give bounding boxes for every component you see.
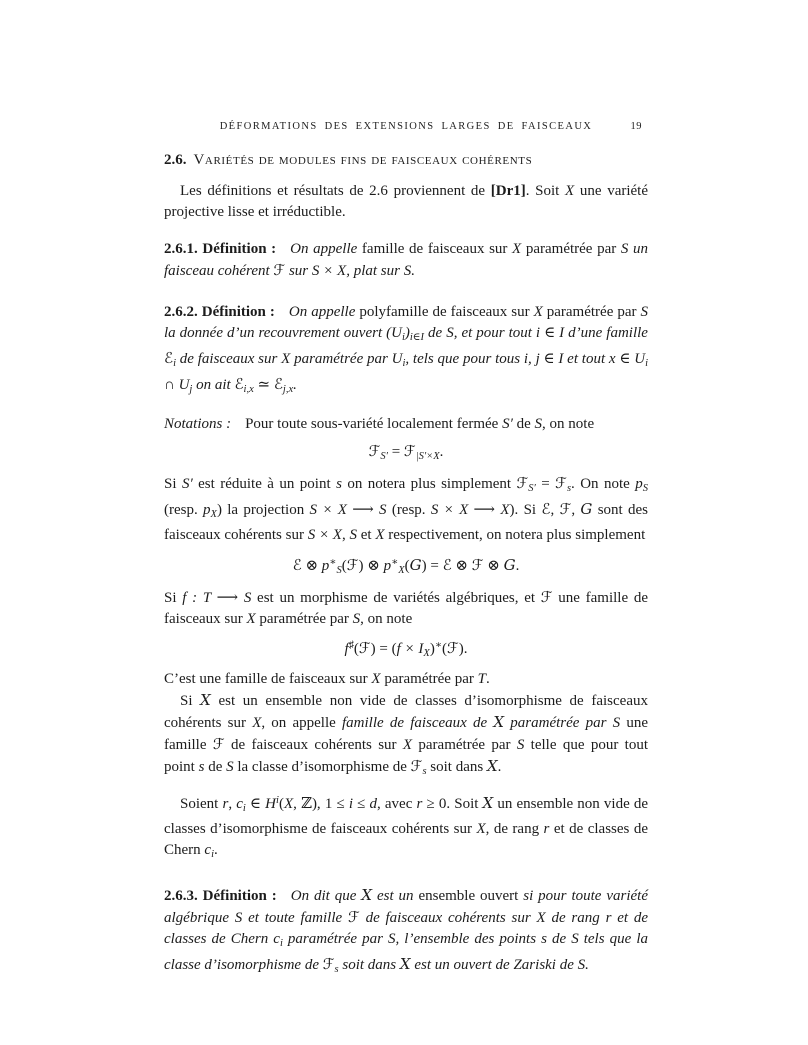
page-number: 19: [630, 121, 642, 132]
page-body: [164, 181, 648, 980]
paragraph-projections: Si S′ est réduite à un point s on notera plus simplement ℱ$_{S'}$ = ℱ$_s$. On note $p_S$ (resp. $p_X$) la projection S × X ⟶ S (resp. S × X ⟶ X). Si ℰ, ℱ, G sont des faisceaux cohérents sur S × X, S et X respectivement, on notera plus simplement: [164, 474, 649, 543]
notations-paragraph: Notations : Pour toute sous-variété localement fermée S′ de S, on note: [164, 416, 595, 432]
formula-tensor: ℰ ⊗ $p^∗_S(ℱ)$ ⊗ $p^∗_X(G)$ = ℰ ⊗ ℱ ⊗ G.: [292, 556, 520, 576]
text-block: [164, 120, 648, 980]
formula-pullback: f♯(ℱ) = $(f \times I_X)^∗(ℱ)$.: [344, 639, 468, 659]
intro-paragraph: Les définitions et résultats de 2.6 proviennent de [Dr1]. Soit X une variété projective lisse et irréductible.: [164, 183, 648, 220]
definition-2-6-2: 2.6.2. Définition : On appelle polyfamille de faisceaux sur X paramétrée par S la donnée d’un recouvrement ouvert $(U_i)_{i\in I}$ de S, et pour tout i ∈ I d’une famille ℰ$_i$ de faisceaux sur X paramétrée par $U_i$, tels que pour tous i, j ∈ I et tout x ∈ $U_i$ ∩ $U_j$ on ait ℰ$_{i,x}$ ≃ ℰ$_{j,x}$.: [164, 304, 648, 395]
running-header-title: DÉFORMATIONS DES EXTENSIONS LARGES DE FAISCEAUX: [219, 121, 593, 132]
definition-2-6-1: 2.6.1. Définition : On appelle famille de faisceaux sur X paramétrée par S un faisceau cohérent ℱ sur S × X, plat sur S.: [164, 241, 649, 279]
paragraph-chern: Soient r, $c_i$ ∈ $H^i(X$, ℤ), 1 ≤ i ≤ d, avec r ≥ 0. Soit X un ensemble non vide de classes d’isomorphisme de faisceaux cohérents sur X, de rang r et de classes de Chern $c_i$.: [164, 794, 649, 860]
definition-2-6-3: 2.6.3. Définition : On dit que X est un ensemble ouvert si pour toute variété algébrique S et toute famille ℱ de faisceaux cohérents sur X de rang r et de classes de Chern $c_i$ paramétrée par S, l’ensemble des points s de S tels que la classe d’isomorphisme de ℱ$_s$ soit dans X est un ouvert de Zariski de S.: [164, 886, 648, 975]
formula-restriction: ℱ$_{S'}$ = ℱ$_{|S'\times X}$.: [368, 442, 444, 462]
section-title: Variétés de modules fins de faisceaux cohérents: [193, 152, 533, 168]
section-heading: [164, 150, 648, 171]
paragraph-family-T: C’est une famille de faisceaux sur X paramétrée par T.: [164, 671, 490, 687]
paragraph-ensemble: Si X est un ensemble non vide de classes d’isomorphisme de faisceaux cohérents sur X, on appelle famille de faisceaux de X paramétrée par S une famille ℱ de faisceaux cohérents sur X paramétrée par S telle que pour tout point s de S la classe d’isomorphisme de ℱ$_s$ soit dans X.: [164, 691, 648, 777]
paragraph-pullback: Si f : T ⟶ S est un morphisme de variétés algébriques, et ℱ une famille de faisceaux sur X paramétrée par S, on note: [164, 588, 648, 627]
running-header: [164, 120, 648, 133]
section-number: 2.6.: [164, 152, 187, 168]
